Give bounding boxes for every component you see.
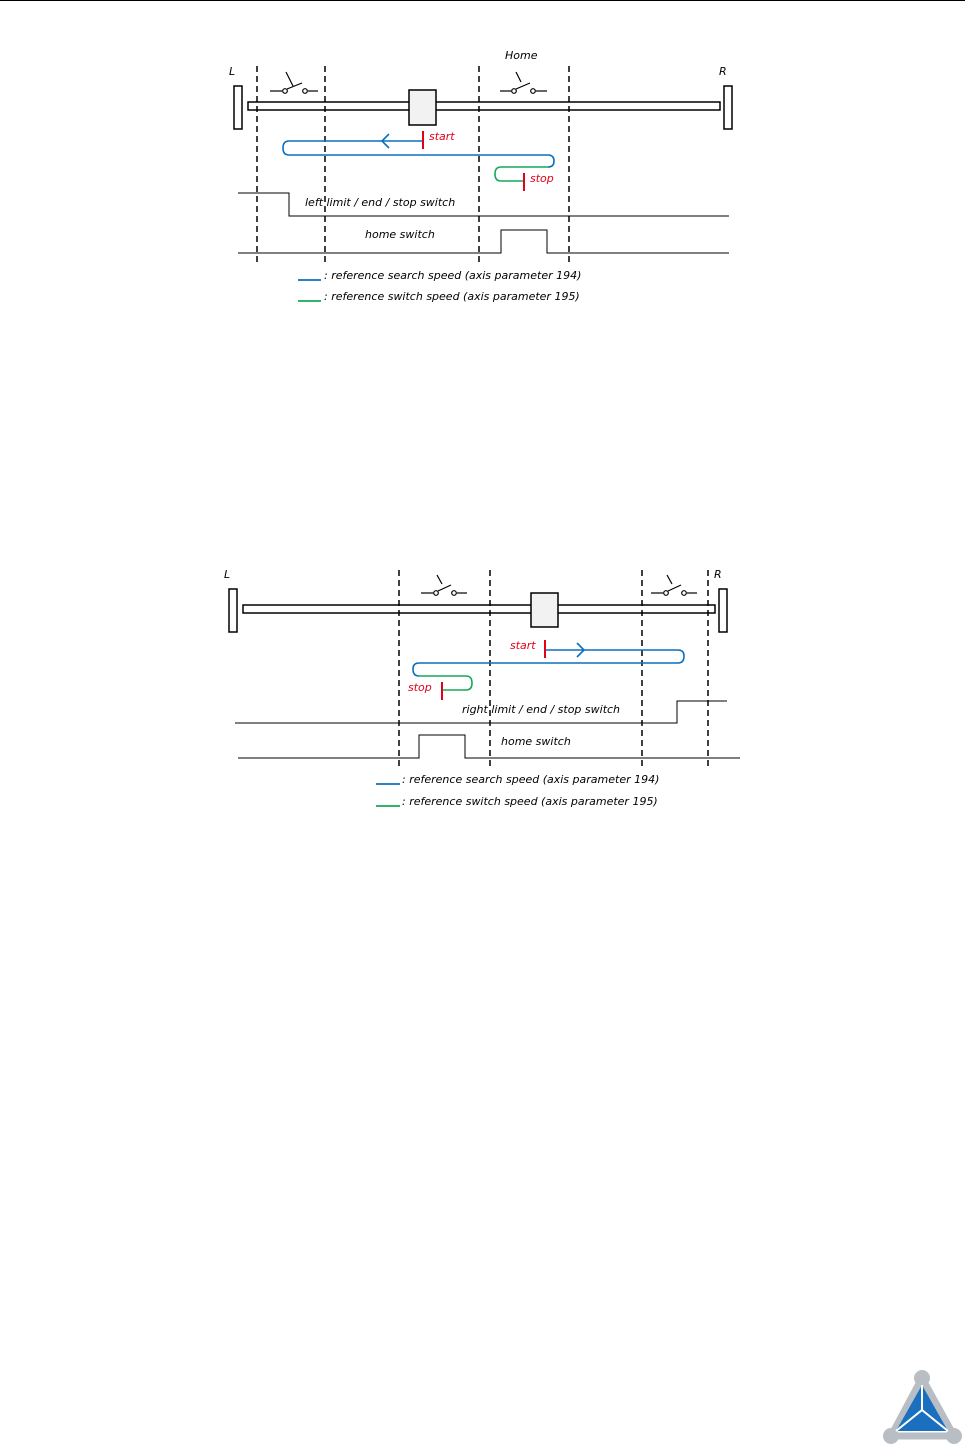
company-triangle-logo-icon	[883, 1370, 962, 1444]
home-switch-label: home switch	[365, 228, 435, 241]
limit-switch-label: right limit / end / stop switch	[462, 703, 621, 716]
linear-rail	[243, 605, 715, 613]
left-label: L	[229, 65, 236, 78]
home-label: Home	[505, 49, 538, 62]
linear-rail	[248, 102, 720, 110]
right-label: R	[719, 65, 727, 78]
stop-label: stop	[408, 681, 432, 694]
search-speed-path	[283, 141, 554, 167]
legend-search-text: : reference search speed (axis parameter 194)	[324, 269, 582, 282]
right-label: R	[714, 568, 722, 581]
search-speed-path	[413, 650, 684, 676]
left-end-stop	[234, 86, 242, 129]
left-label: L	[224, 568, 231, 581]
right-end-stop	[719, 589, 727, 632]
left-switch-icon	[270, 72, 318, 93]
diagram-right-limit-homing	[224, 568, 740, 808]
legend-switch-text: : reference switch speed (axis parameter 195)	[402, 795, 658, 808]
home-switch-signal	[238, 735, 740, 758]
home-switch-label: home switch	[501, 735, 571, 748]
home-switch-signal	[238, 230, 729, 253]
left-end-stop	[229, 589, 237, 632]
right-end-stop	[724, 86, 732, 129]
home-switch-icon	[421, 575, 467, 595]
limit-switch-label: left limit / end / stop switch	[305, 196, 456, 209]
start-label: start	[510, 639, 536, 652]
start-label: start	[429, 130, 455, 143]
legend-switch-text: : reference switch speed (axis parameter 195)	[324, 290, 580, 303]
carriage	[409, 90, 436, 125]
diagram-left-limit-homing	[229, 49, 732, 303]
legend-search-text: : reference search speed (axis parameter 194)	[402, 773, 660, 786]
home-switch-icon	[500, 72, 547, 93]
stop-label: stop	[530, 172, 554, 185]
right-switch-icon	[651, 575, 697, 595]
carriage	[531, 593, 558, 627]
